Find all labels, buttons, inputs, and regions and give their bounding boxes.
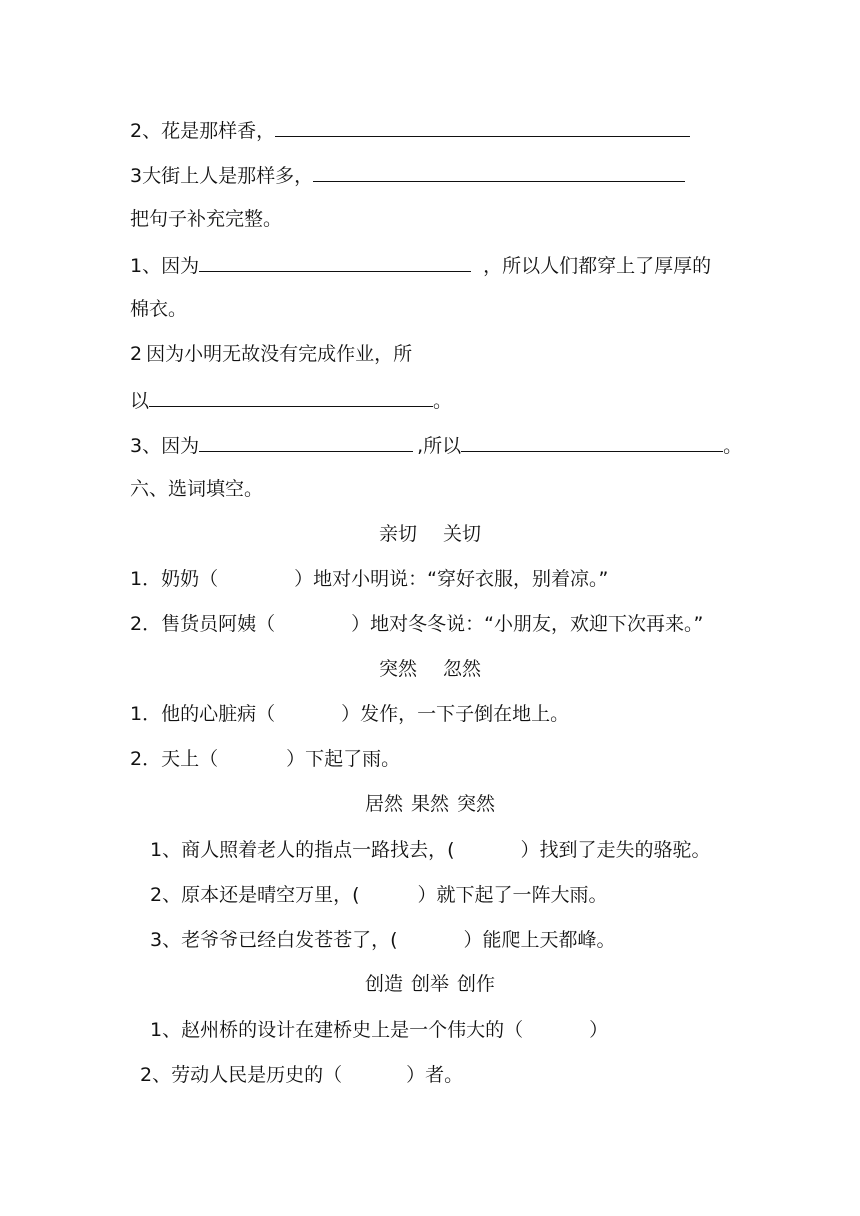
word-choices-group-1 bbox=[0, 521, 860, 547]
word-choices-group-3 bbox=[0, 791, 860, 817]
item-text: 因为 bbox=[161, 255, 200, 277]
fill-item bbox=[150, 1017, 608, 1043]
answer-blank[interactable] bbox=[313, 161, 685, 182]
item-text: ,所以 bbox=[417, 435, 462, 457]
item-number: 2、 bbox=[150, 884, 182, 906]
fill-item bbox=[130, 566, 608, 592]
fill-item bbox=[140, 1062, 463, 1088]
item-text: ）找到了走失的骆驼。 bbox=[520, 839, 711, 861]
item-number: 2、 bbox=[140, 1064, 172, 1086]
item-number: 2、 bbox=[130, 120, 162, 142]
fill-item bbox=[130, 611, 703, 637]
complete-question-3 bbox=[130, 431, 742, 457]
item-text: 。 bbox=[433, 390, 453, 412]
word-choice: 居然 bbox=[364, 793, 403, 815]
section-heading-6: 六、选词填空。 bbox=[130, 478, 264, 500]
answer-blank[interactable] bbox=[149, 386, 433, 407]
complete-question-1 bbox=[130, 251, 711, 277]
item-text: 售货员阿姨（ bbox=[161, 613, 276, 635]
item-text: ）地对小明说：“穿好衣服，别着凉。” bbox=[294, 568, 609, 590]
item-text: ，所以人们都穿上了厚厚的 bbox=[483, 255, 712, 277]
item-text: 他的心脏病（ bbox=[161, 703, 276, 725]
fill-item bbox=[150, 837, 711, 863]
item-number: 1、 bbox=[150, 1019, 182, 1041]
complete-question-2-continued bbox=[130, 386, 452, 412]
item-text: 大街上人是那样多， bbox=[142, 165, 314, 187]
item-number: 3、 bbox=[130, 435, 162, 457]
word-choices-group-4 bbox=[0, 971, 860, 997]
item-number: 1、 bbox=[150, 839, 182, 861]
word-choices-group-2 bbox=[0, 656, 860, 682]
item-number: 2． bbox=[130, 748, 162, 770]
item-number: 2 bbox=[130, 343, 143, 365]
item-text: 赵州桥的设计在建桥史上是一个伟大的（ bbox=[181, 1019, 524, 1041]
word-choice: 忽然 bbox=[443, 658, 482, 680]
sentence-item-2 bbox=[130, 116, 690, 142]
item-number: 1． bbox=[130, 703, 162, 725]
word-choice: 创作 bbox=[457, 973, 496, 995]
sentence-item-3 bbox=[130, 161, 685, 187]
fill-item bbox=[150, 882, 608, 908]
item-text: 劳动人民是历史的（ bbox=[171, 1064, 343, 1086]
item-text: ）地对冬冬说：“小朋友，欢迎下次再来。” bbox=[351, 613, 704, 635]
item-text: ）者。 bbox=[406, 1064, 464, 1086]
item-text: ）能爬上天都峰。 bbox=[463, 929, 616, 951]
word-choice: 创造 bbox=[364, 973, 403, 995]
answer-blank[interactable] bbox=[461, 431, 723, 452]
fill-item bbox=[130, 701, 569, 727]
item-text: 因为 bbox=[161, 435, 200, 457]
item-text: 天上（ bbox=[161, 748, 219, 770]
item-text: ）下起了雨。 bbox=[286, 748, 401, 770]
item-text: ）发作，一下子倒在地上。 bbox=[341, 703, 570, 725]
answer-blank[interactable] bbox=[275, 116, 690, 137]
item-text: 奶奶（ bbox=[161, 568, 219, 590]
answer-blank[interactable] bbox=[199, 251, 471, 272]
complete-question-1-continued: 棉衣。 bbox=[130, 298, 188, 320]
word-choice: 突然 bbox=[457, 793, 496, 815]
item-number: 3 bbox=[130, 165, 143, 187]
word-choice: 创举 bbox=[410, 973, 449, 995]
item-text: 原本还是晴空万里，( bbox=[181, 884, 360, 906]
fill-item bbox=[150, 927, 616, 953]
item-text: 花是那样香， bbox=[161, 120, 276, 142]
item-text: ）就下起了一阵大雨。 bbox=[417, 884, 608, 906]
section-heading-complete-sentences: 把句子补充完整。 bbox=[130, 208, 283, 230]
item-number: 1． bbox=[130, 568, 162, 590]
item-text: 商人照着老人的指点一路找去，( bbox=[181, 839, 455, 861]
item-text: 因为小明无故没有完成作业，所 bbox=[146, 343, 413, 365]
item-text: 老爷爷已经白发苍苍了，( bbox=[181, 929, 398, 951]
answer-blank[interactable] bbox=[199, 431, 413, 452]
complete-question-2 bbox=[130, 341, 412, 367]
item-text: 。 bbox=[723, 435, 743, 457]
item-number: 1、 bbox=[130, 255, 162, 277]
item-number: 2． bbox=[130, 613, 162, 635]
word-choice: 果然 bbox=[410, 793, 449, 815]
item-text: ） bbox=[589, 1019, 609, 1041]
word-choice: 亲切 bbox=[378, 523, 417, 545]
item-text: 以 bbox=[130, 390, 150, 412]
word-choice: 关切 bbox=[443, 523, 482, 545]
word-choice: 突然 bbox=[378, 658, 417, 680]
fill-item bbox=[130, 746, 400, 772]
item-number: 3、 bbox=[150, 929, 182, 951]
